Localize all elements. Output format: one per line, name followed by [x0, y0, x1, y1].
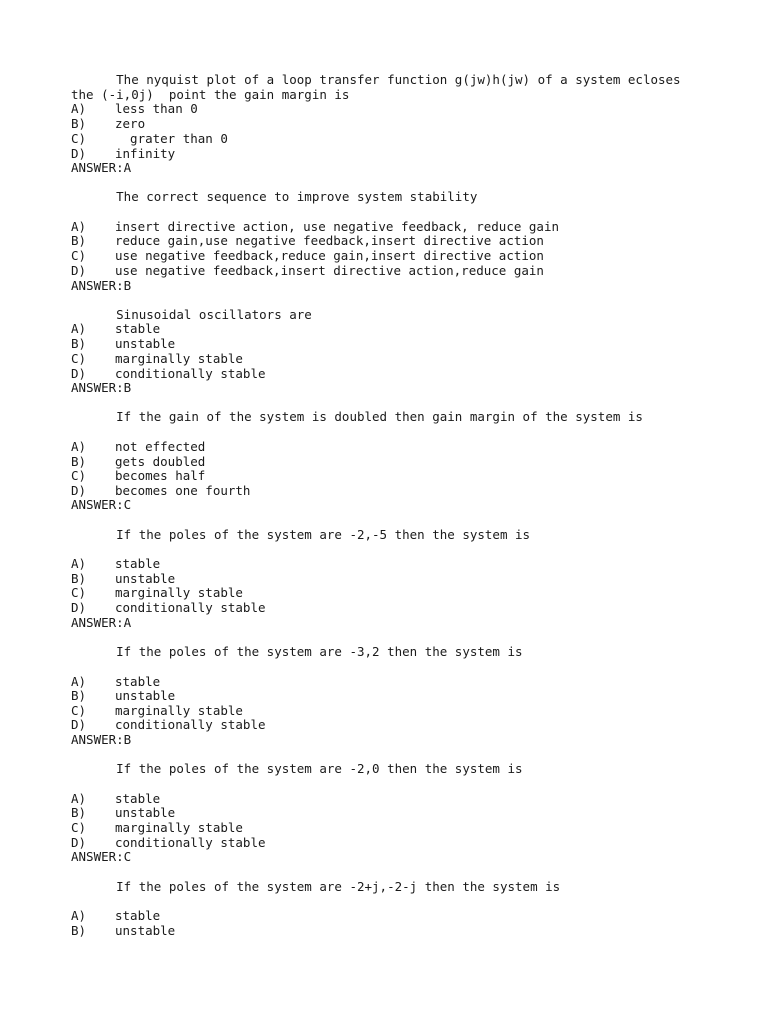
option-text: unstable: [115, 571, 176, 586]
question-2-answer: ANSWER:B: [71, 278, 132, 293]
option-text: unstable: [115, 923, 176, 938]
question-3-answer: ANSWER:B: [71, 380, 132, 395]
option-letter: B): [71, 571, 87, 586]
option-text: conditionally stable: [115, 366, 266, 381]
question-2-option-c: [71, 248, 544, 263]
question-6-option-d: [71, 717, 266, 732]
option-letter: B): [71, 805, 87, 820]
option-text: stable: [115, 556, 161, 571]
question-4-option-c: [71, 468, 205, 483]
question-1-option-c: [71, 131, 228, 146]
option-letter: A): [71, 674, 87, 689]
question-3-option-c: [71, 351, 243, 366]
option-text: reduce gain,use negative feedback,insert directive action: [115, 233, 544, 248]
option-text: insert directive action, use negative feedback, reduce gain: [115, 219, 560, 234]
question-1-option-a: [71, 101, 198, 116]
option-letter: D): [71, 366, 87, 381]
question-1-stem-line-1: The nyquist plot of a loop transfer function g(jw)h(jw) of a system ecloses: [71, 72, 681, 87]
question-5-option-c: [71, 585, 243, 600]
option-letter: C): [71, 585, 87, 600]
option-letter: A): [71, 101, 87, 116]
option-letter: D): [71, 263, 87, 278]
option-letter: C): [71, 703, 87, 718]
option-text: stable: [115, 321, 161, 336]
question-8-option-a: [71, 908, 160, 923]
question-6-option-a: [71, 674, 160, 689]
option-letter: D): [71, 146, 87, 161]
question-8-stem: If the poles of the system are -2+j,-2-j then the system is: [71, 879, 561, 894]
option-letter: B): [71, 233, 87, 248]
option-letter: C): [71, 131, 87, 146]
question-7-answer: ANSWER:C: [71, 849, 132, 864]
question-5-stem: If the poles of the system are -2,-5 then the system is: [71, 527, 531, 542]
option-letter: C): [71, 248, 87, 263]
question-2-option-a: [71, 219, 559, 234]
option-letter: D): [71, 717, 87, 732]
option-text: becomes one fourth: [115, 483, 251, 498]
question-7-option-c: [71, 820, 243, 835]
question-7-option-a: [71, 791, 160, 806]
question-5-option-b: [71, 571, 175, 586]
question-4-stem: If the gain of the system is doubled then gain margin of the system is: [71, 409, 643, 424]
question-5-option-a: [71, 556, 160, 571]
question-5-answer: ANSWER:A: [71, 615, 132, 630]
question-6-option-c: [71, 703, 243, 718]
question-4-option-a: [71, 439, 205, 454]
option-text: stable: [115, 674, 161, 689]
question-2-option-b: [71, 233, 544, 248]
option-letter: D): [71, 835, 87, 850]
option-letter: A): [71, 219, 87, 234]
option-letter: D): [71, 483, 87, 498]
question-6-option-b: [71, 688, 175, 703]
question-2-option-d: [71, 263, 544, 278]
question-7-stem: If the poles of the system are -2,0 then the system is: [71, 761, 523, 776]
question-2-stem: The correct sequence to improve system stability: [71, 189, 478, 204]
option-text: marginally stable: [115, 703, 243, 718]
question-3-stem: Sinusoidal oscillators are: [71, 307, 312, 322]
option-text: not effected: [115, 439, 206, 454]
option-text: infinity: [115, 146, 176, 161]
option-letter: D): [71, 600, 87, 615]
option-text: unstable: [115, 688, 176, 703]
question-3-option-b: [71, 336, 175, 351]
question-4-option-b: [71, 454, 205, 469]
option-letter: B): [71, 688, 87, 703]
option-text: conditionally stable: [115, 717, 266, 732]
option-text: stable: [115, 908, 161, 923]
option-letter: C): [71, 820, 87, 835]
option-text: conditionally stable: [115, 835, 266, 850]
question-6-stem: If the poles of the system are -3,2 then the system is: [71, 644, 523, 659]
question-4-option-d: [71, 483, 250, 498]
option-letter: C): [71, 468, 87, 483]
option-letter: B): [71, 116, 87, 131]
option-text: marginally stable: [115, 820, 243, 835]
option-text: stable: [115, 791, 161, 806]
question-1-option-b: [71, 116, 145, 131]
question-1-option-d: [71, 146, 175, 161]
option-text: grater than 0: [115, 131, 228, 146]
option-letter: B): [71, 454, 87, 469]
question-3-option-a: [71, 321, 160, 336]
option-text: becomes half: [115, 468, 206, 483]
option-letter: A): [71, 791, 87, 806]
question-4-answer: ANSWER:C: [71, 497, 132, 512]
option-text: unstable: [115, 336, 176, 351]
option-text: conditionally stable: [115, 600, 266, 615]
question-6-answer: ANSWER:B: [71, 732, 132, 747]
option-letter: A): [71, 439, 87, 454]
question-3-option-d: [71, 366, 266, 381]
option-text: gets doubled: [115, 454, 206, 469]
option-letter: A): [71, 556, 87, 571]
question-5-option-d: [71, 600, 266, 615]
option-letter: B): [71, 923, 87, 938]
option-letter: A): [71, 908, 87, 923]
question-7-option-d: [71, 835, 266, 850]
question-1-stem-line-2: the (-i,0j) point the gain margin is: [71, 87, 350, 102]
option-text: marginally stable: [115, 351, 243, 366]
question-8-option-b: [71, 923, 175, 938]
option-text: use negative feedback,reduce gain,insert directive action: [115, 248, 544, 263]
option-text: zero: [115, 116, 146, 131]
question-7-option-b: [71, 805, 175, 820]
question-1-answer: ANSWER:A: [71, 160, 132, 175]
option-text: less than 0: [115, 101, 198, 116]
option-text: use negative feedback,insert directive action,reduce gain: [115, 263, 544, 278]
option-letter: B): [71, 336, 87, 351]
option-letter: C): [71, 351, 87, 366]
option-text: marginally stable: [115, 585, 243, 600]
option-letter: A): [71, 321, 87, 336]
option-text: unstable: [115, 805, 176, 820]
